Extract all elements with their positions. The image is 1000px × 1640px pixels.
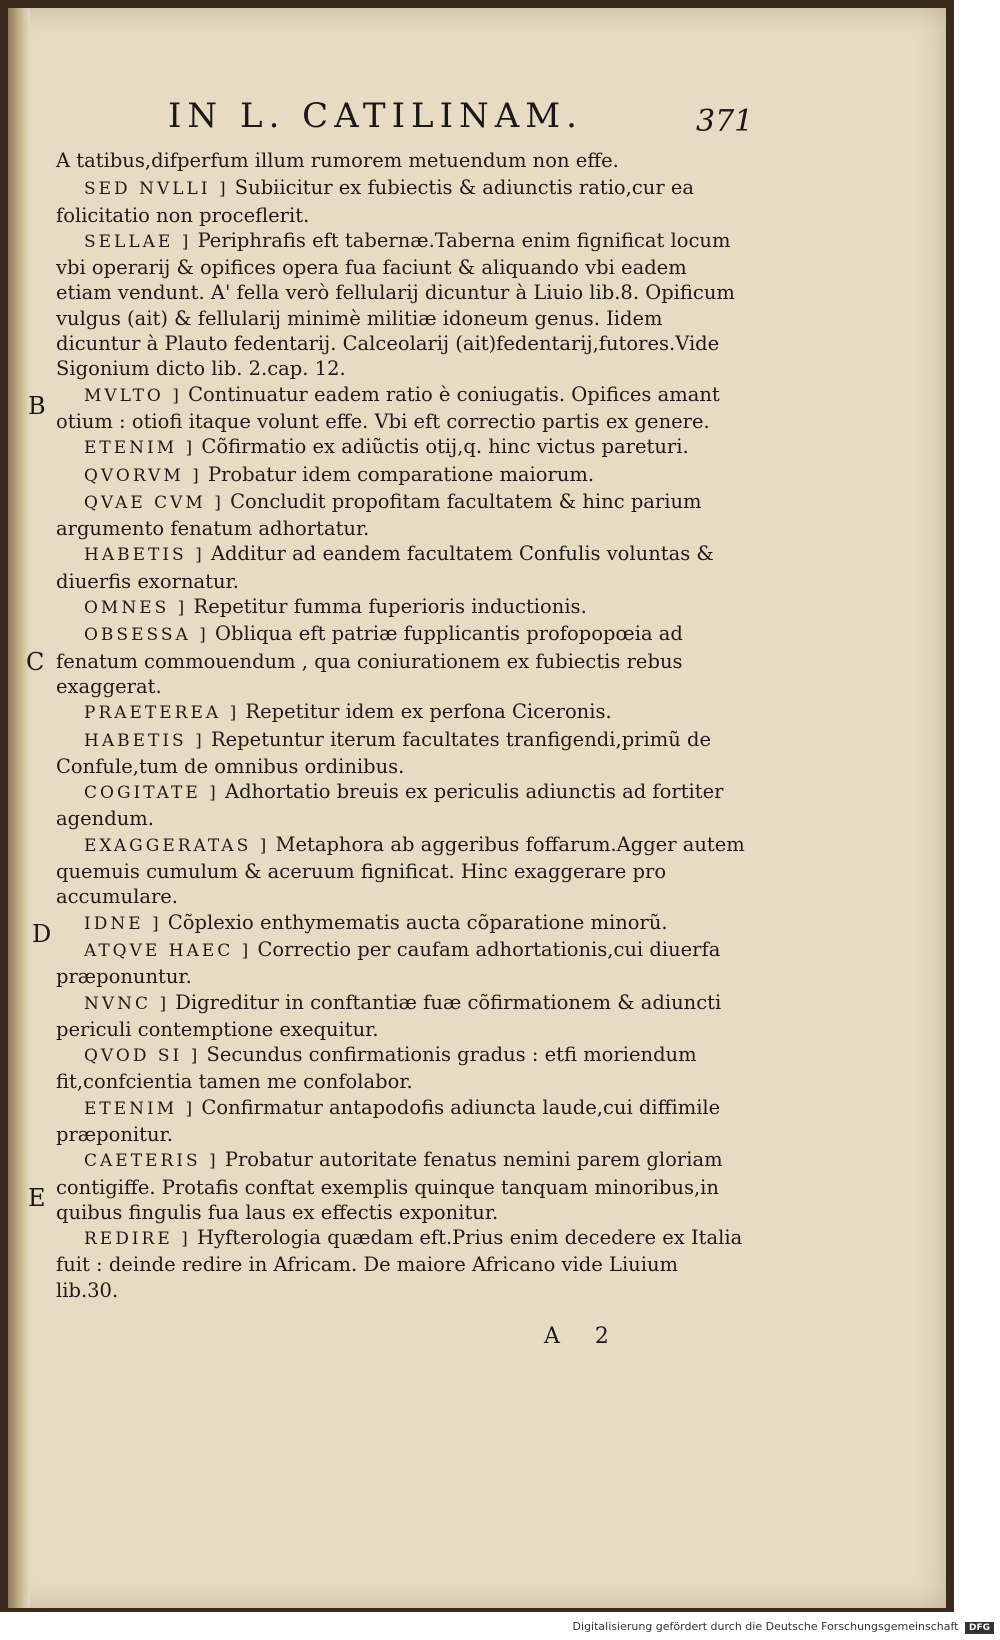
- paragraph-text: Probatur autoritate fenatus nemini parem gloriam contigiffe. Protafis conftat exemplis quinque tanquam minoribus,in quibus fingulis fua laus ex effectis exponitur.: [56, 1148, 723, 1224]
- paragraph-text: Hyfterologia quædam eft.Prius enim decedere ex Italia fuit : deinde redire in Africam. De maiore Africano vide Liuium lib.30.: [56, 1226, 743, 1302]
- lemma: SED NVLLI ]: [84, 179, 229, 200]
- paragraph-text: Subiicitur ex fubiectis & adiunctis ratio,cur ea folicitatio non proceflerit.: [56, 176, 695, 227]
- margin-marker-e: E: [28, 1184, 46, 1212]
- lemma: REDIRE ]: [84, 1229, 191, 1250]
- lemma: ETENIM ]: [84, 1098, 196, 1119]
- paragraph-text: Cõfirmatio ex adiũctis otij,q. hinc victus pareturi.: [201, 435, 689, 459]
- book-page: [8, 8, 946, 1608]
- lemma: HABETIS ]: [84, 545, 205, 566]
- paragraph-text: Obliqua eft patriæ fupplicantis profopopœia ad fenatum commouendum , qua coniurationem ex fubiectis rebus exaggerat.: [56, 622, 683, 698]
- lemma: EXAGGERATAS ]: [84, 835, 270, 856]
- lemma: OBSESSA ]: [84, 625, 209, 646]
- paragraph-text: Secundus confirmationis gradus : etfi moriendum fit,confcientia tamen me confolabor.: [56, 1043, 697, 1094]
- paragraph-text: Metaphora ab aggeribus foffarum.Agger autem quemuis cumulum & aceruum fignificat. Hinc exaggerare pro accumulare.: [56, 832, 745, 909]
- lemma: ATQVE HAEC ]: [84, 940, 252, 961]
- lemma: MVLTO ]: [84, 385, 182, 406]
- paragraph-text: Digreditur in conftantiæ fuæ cõfirmationem & adiuncti periculi contemptione exequitur.: [56, 990, 722, 1041]
- paragraph: [56, 727, 746, 780]
- paragraph: [56, 228, 746, 382]
- paragraph: [56, 1095, 746, 1148]
- margin-marker-c: C: [26, 648, 45, 676]
- footer-credit-text: Digitalisierung gefördert durch die Deutsche Forschungsgemeinschaft: [572, 1620, 959, 1633]
- paragraph: [56, 148, 746, 175]
- paragraph: [56, 594, 746, 621]
- paragraph: [56, 779, 746, 832]
- paragraph-text: A tatibus,difperfum illum rumorem metuendum non effe.: [56, 149, 619, 172]
- paragraph-text: Repetitur idem ex perfona Ciceronis.: [245, 700, 612, 724]
- paragraph-text: Adhortatio breuis ex periculis adiunctis ad fortiter agendum.: [56, 780, 724, 831]
- paragraph: [56, 699, 746, 726]
- lemma: QVAE CVM ]: [84, 492, 224, 513]
- paragraph: [56, 175, 746, 228]
- lemma: SELLAE ]: [84, 231, 192, 252]
- paragraph-text: Probatur idem comparatione maiorum.: [207, 462, 595, 486]
- lemma: OMNES ]: [84, 598, 188, 619]
- lemma: PRAETEREA ]: [84, 703, 240, 724]
- paragraph: [56, 910, 746, 937]
- paragraph: [56, 1225, 746, 1303]
- running-header: IN L. CATILINAM.: [168, 96, 583, 136]
- paragraph: [56, 990, 746, 1043]
- paragraph: [56, 382, 746, 435]
- paragraph-text: Periphrafis eft tabernæ.Taberna enim fignificat locum vbi operarij & opifices opera fua faciunt & aliquando vbi eadem etiam vendunt. A' fella verò fellularij dicuntur à Liuio lib.8. Opificum vulgus (ait) & fellularij minimè militiæ idoneum genus. Iidem dicuntur à Plauto fedentarij. Calceolarij (ait)fedentarij,futores.Vide Sigonium dicto lib. 2.cap. 12.: [56, 228, 735, 381]
- margin-marker-d: D: [32, 920, 52, 948]
- lemma: QVOD SI ]: [84, 1046, 201, 1067]
- paragraph-text: Concludit propofitam facultatem & hinc parium argumento fenatum adhortatur.: [56, 489, 702, 541]
- lemma: IDNE ]: [84, 913, 162, 934]
- paragraph: [56, 1042, 746, 1095]
- lemma: CAETERIS ]: [84, 1151, 219, 1172]
- paragraph-text: Cõplexio enthymematis aucta cõparatione minorũ.: [167, 910, 668, 934]
- lemma: COGITATE ]: [84, 783, 219, 804]
- paragraph-text: Repetuntur iterum facultates tranfigendi,primũ de Confule,tum de omnibus ordinibus.: [56, 727, 712, 778]
- margin-marker-b: B: [28, 392, 46, 420]
- lemma: HABETIS ]: [84, 730, 205, 751]
- paragraph-text: Continuatur eadem ratio è coniugatis. Opifices amant otium : otiofi itaque volunt effe. Vbi eft correctio partis ex genere.: [56, 382, 720, 433]
- paragraph-text: Additur ad eandem facultatem Confulis voluntas & diuerfis exornatur.: [56, 542, 714, 593]
- commentary-body: [56, 148, 746, 1303]
- signature-mark: A 2: [544, 1324, 623, 1349]
- lemma: NVNC ]: [84, 993, 170, 1014]
- footer-credit: [573, 1620, 994, 1634]
- paragraph: [56, 937, 746, 990]
- paragraph: [56, 434, 746, 461]
- lemma: ETENIM ]: [84, 438, 196, 459]
- page-gutter: [8, 8, 30, 1608]
- paragraph: [56, 462, 746, 489]
- paragraph: [56, 832, 746, 910]
- paragraph-text: Repetitur fumma fuperioris inductionis.: [193, 595, 587, 619]
- paragraph: [56, 489, 746, 542]
- paragraph: [56, 541, 746, 594]
- paragraph: [56, 1147, 746, 1225]
- lemma: QVORVM ]: [84, 465, 202, 486]
- paragraph-text: Correctio per caufam adhortationis,cui diuerfa præponuntur.: [56, 937, 721, 989]
- paragraph: [56, 621, 746, 699]
- page-number: 371: [696, 104, 754, 139]
- paragraph-text: Confirmatur antapodofis adiuncta laude,cui diffimile præponitur.: [56, 1095, 721, 1146]
- dfg-logo: DFG: [965, 1622, 994, 1634]
